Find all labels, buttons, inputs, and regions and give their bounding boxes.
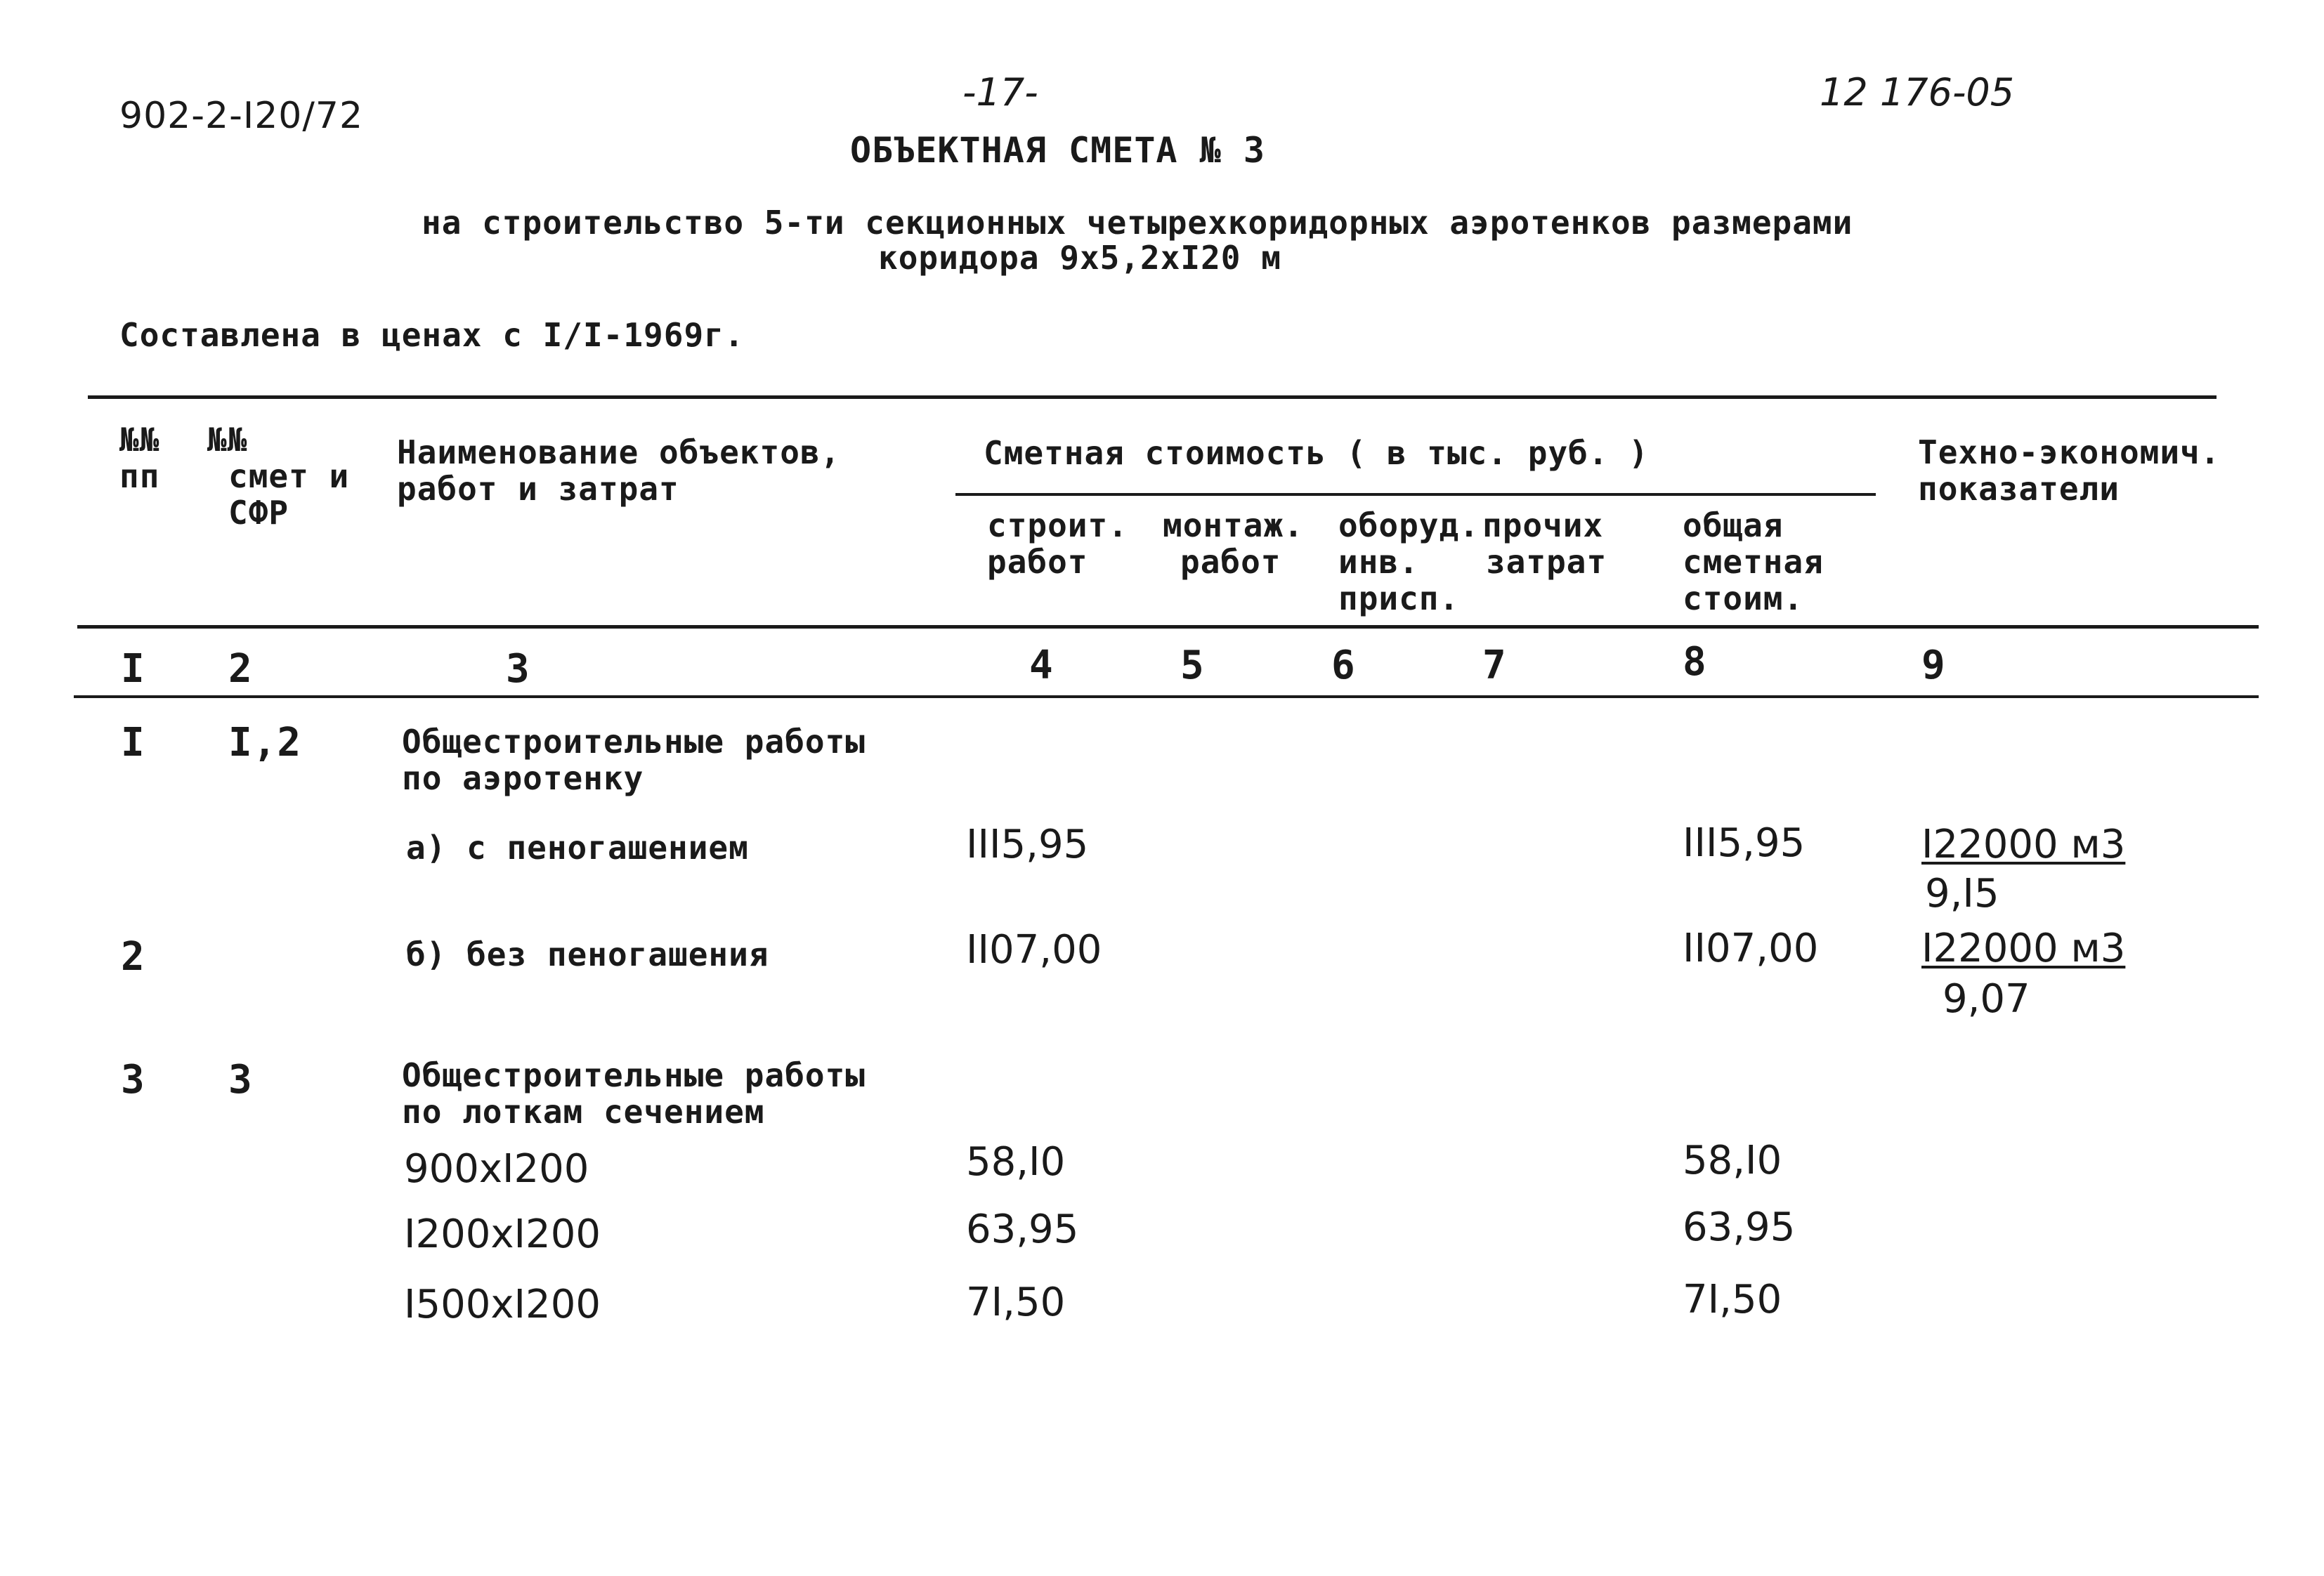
cell-tech-indicator-unit: 9,07 <box>1943 976 2030 1022</box>
column-number: I <box>121 646 145 692</box>
cell-total-cost: 58,I0 <box>1683 1138 1782 1183</box>
header-col1: №№ пп <box>119 421 160 495</box>
row-name: Общестроительные работы по аэротенку <box>402 723 866 797</box>
header-bottom-rule <box>77 625 2259 629</box>
group-header-rule <box>955 493 1876 496</box>
row-smeta: 3 <box>228 1057 253 1103</box>
cell-total-cost: III5,95 <box>1683 820 1806 866</box>
page-number: -17- <box>962 70 1038 114</box>
row-name: а) с пеногашением <box>406 829 749 867</box>
cell-tech-indicator-volume: I22000 м3 <box>1921 926 2126 971</box>
cell-construction-cost: 58,I0 <box>966 1139 1066 1185</box>
cell-total-cost: II07,00 <box>1683 926 1819 971</box>
row-smeta: I,2 <box>228 720 302 766</box>
column-number: 7 <box>1482 643 1507 688</box>
column-number: 9 <box>1921 643 1946 688</box>
row-name: I500хI200 <box>404 1282 601 1327</box>
row-number: 3 <box>121 1057 145 1103</box>
prices-note: Составлена в ценах с I/I-1969г. <box>119 316 745 354</box>
column-number: 4 <box>1029 643 1054 688</box>
column-number: 8 <box>1683 639 1707 685</box>
column-numbers-rule <box>74 695 2259 698</box>
row-name: 900хI200 <box>404 1146 589 1192</box>
document-code: 902-2-I20/72 <box>119 95 364 137</box>
column-number: 2 <box>228 646 253 692</box>
inventory-number: 12 176-05 <box>1820 70 2015 114</box>
table-top-rule <box>88 395 2217 399</box>
header-col2: №№ смет и СФР <box>207 421 350 532</box>
cell-construction-cost: 7I,50 <box>966 1280 1066 1325</box>
column-number: 5 <box>1180 643 1205 688</box>
column-number: 6 <box>1331 643 1356 688</box>
header-col8: общая сметная стоим. <box>1683 506 1824 617</box>
cell-tech-indicator-unit: 9,I5 <box>1925 871 1999 917</box>
cell-construction-cost: III5,95 <box>966 822 1089 867</box>
row-number: I <box>121 720 145 766</box>
header-col4: строит. работ <box>987 506 1128 581</box>
row-name: б) без пеногашения <box>406 935 769 973</box>
header-col6: оборуд. инв. присп. <box>1338 506 1480 617</box>
header-col9: Техно-экономич. показатели <box>1918 433 2221 508</box>
estimate-subtitle-line2: коридора 9х5,2хI20 м <box>878 239 1281 277</box>
cell-tech-indicator-volume: I22000 м3 <box>1921 822 2126 867</box>
header-col3: Наименование объектов, работ и затрат <box>397 433 841 508</box>
cell-construction-cost: 63,95 <box>966 1207 1079 1252</box>
row-name: Общестроительные работы по лоткам сечением <box>402 1056 866 1131</box>
column-number: 3 <box>506 646 530 692</box>
header-col7: прочих затрат <box>1482 506 1607 581</box>
header-cost-group: Сметная стоимость ( в тыс. руб. ) <box>984 434 1649 472</box>
cell-total-cost: 63,95 <box>1683 1204 1796 1250</box>
estimate-subtitle-line1: на строительство 5-ти секционных четырехкоридорных аэротенков размерами <box>422 204 1853 242</box>
header-col5: монтаж. работ <box>1163 506 1304 581</box>
cell-construction-cost: II07,00 <box>966 927 1102 973</box>
row-name: I200хI200 <box>404 1211 601 1257</box>
row-number: 2 <box>121 934 145 980</box>
estimate-title: ОБЪЕКТНАЯ СМЕТА № 3 <box>850 130 1265 171</box>
cell-total-cost: 7I,50 <box>1683 1277 1782 1322</box>
